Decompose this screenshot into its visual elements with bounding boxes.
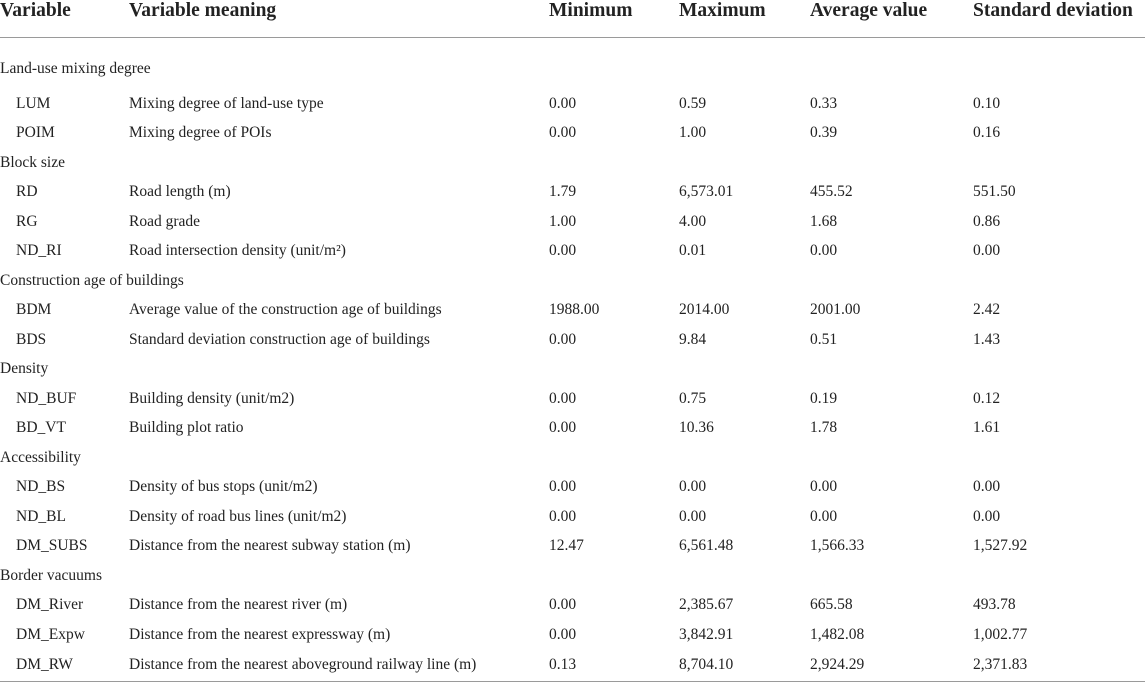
average-cell: 2001.00 — [810, 301, 861, 319]
average-cell: 0.39 — [810, 124, 838, 142]
indent-cell — [0, 620, 16, 650]
maximum-cell: 0.00 — [679, 507, 707, 525]
header-meaning: Variable meaning — [129, 0, 549, 38]
group-label: Land-use mixing degree — [0, 60, 151, 77]
indent-cell — [0, 119, 16, 149]
table-row — [0, 473, 1145, 503]
minimum-cell: 1.00 — [549, 212, 577, 230]
meaning-cell: Distance from the nearest river (m) — [129, 596, 348, 614]
std-dev-cell: 0.00 — [973, 507, 1001, 525]
std-dev-cell: 0.12 — [973, 389, 1001, 407]
maximum-cell: 10.36 — [679, 419, 714, 437]
std-dev-cell: 0.00 — [973, 242, 1001, 260]
indent-cell — [0, 384, 16, 414]
average-cell: 0.00 — [810, 507, 838, 525]
meaning-cell: Average value of the construction age of buildings — [129, 301, 442, 319]
group-label: Border vacuums — [0, 566, 103, 584]
minimum-cell: 0.13 — [549, 650, 679, 682]
minimum-cell: 0.00 — [549, 507, 577, 525]
std-dev-cell: 2,371.83 — [973, 650, 1145, 682]
table-row — [0, 532, 1145, 562]
average-cell: 0.00 — [810, 242, 838, 260]
minimum-cell: 0.00 — [549, 419, 577, 437]
indent-cell — [0, 296, 16, 326]
header-minimum: Minimum — [549, 0, 679, 38]
meaning-cell: Building density (unit/m2) — [129, 389, 295, 407]
variable-cell: ND_RI — [16, 242, 62, 260]
meaning-cell: Road grade — [129, 212, 201, 230]
group-label: Accessibility — [0, 448, 81, 466]
average-cell: 1,566.33 — [810, 537, 865, 555]
minimum-cell: 1.79 — [549, 183, 577, 201]
indent-cell — [0, 89, 16, 119]
table-row — [0, 650, 1145, 682]
maximum-cell: 6,561.48 — [679, 537, 734, 555]
minimum-cell: 0.00 — [549, 124, 577, 142]
variable-cell: DM_Expw — [16, 625, 85, 643]
variable-cell: RG — [16, 212, 38, 230]
maximum-cell: 1.00 — [679, 124, 707, 142]
std-dev-cell: 1,527.92 — [973, 537, 1028, 555]
maximum-cell: 0.00 — [679, 478, 707, 496]
table-header — [0, 0, 1145, 38]
group-label: Construction age of buildings — [0, 271, 184, 289]
header-maximum: Maximum — [679, 0, 810, 38]
maximum-cell: 6,573.01 — [679, 183, 734, 201]
maximum-cell: 2,385.67 — [679, 596, 734, 614]
variable-cell: RD — [16, 183, 38, 201]
indent-cell — [0, 532, 16, 562]
group-row — [0, 561, 1145, 591]
minimum-cell: 0.00 — [549, 478, 577, 496]
table-row — [0, 620, 1145, 650]
variable-cell: ND_BL — [16, 507, 66, 525]
header-average: Average value — [810, 0, 973, 38]
std-dev-cell: 0.00 — [973, 478, 1001, 496]
meaning-cell: Mixing degree of POIs — [129, 124, 272, 142]
meaning-cell: Building plot ratio — [129, 419, 244, 437]
table-row — [0, 89, 1145, 119]
group-row — [0, 148, 1145, 178]
minimum-cell: 0.00 — [549, 389, 577, 407]
header-variable: Variable — [0, 0, 129, 38]
table-row — [0, 296, 1145, 326]
average-cell: 665.58 — [810, 596, 853, 614]
minimum-cell: 12.47 — [549, 537, 584, 555]
std-dev-cell: 0.10 — [973, 94, 1001, 112]
minimum-cell: 0.00 — [549, 94, 577, 112]
table-row — [0, 414, 1145, 444]
table-row — [0, 178, 1145, 208]
indent-cell — [0, 650, 16, 682]
table-row — [0, 591, 1145, 621]
meaning-cell: Density of bus stops (unit/m2) — [129, 478, 318, 496]
table-row — [0, 119, 1145, 149]
meaning-cell: Distance from the nearest subway station (m) — [129, 537, 411, 555]
std-dev-cell: 493.78 — [973, 596, 1016, 614]
variable-cell: DM_SUBS — [16, 537, 88, 555]
variable-cell: BDS — [16, 330, 47, 348]
std-dev-cell: 2.42 — [973, 301, 1001, 319]
maximum-cell: 8,704.10 — [679, 650, 810, 682]
average-cell: 0.00 — [810, 478, 838, 496]
indent-cell — [0, 207, 16, 237]
average-cell: 1.78 — [810, 419, 838, 437]
std-dev-cell: 0.16 — [973, 124, 1001, 142]
std-dev-cell: 551.50 — [973, 183, 1016, 201]
meaning-cell: Road length (m) — [129, 183, 231, 201]
indent-cell — [0, 414, 16, 444]
meaning-cell: Standard deviation construction age of buildings — [129, 330, 430, 348]
indent-cell — [0, 178, 16, 208]
variable-cell: ND_BS — [16, 478, 66, 496]
table-row — [0, 237, 1145, 267]
average-cell: 0.19 — [810, 389, 838, 407]
maximum-cell: 9.84 — [679, 330, 707, 348]
table-row — [0, 384, 1145, 414]
maximum-cell: 0.59 — [679, 94, 707, 112]
variable-cell: POIM — [16, 124, 55, 142]
maximum-cell: 2014.00 — [679, 301, 730, 319]
indent-cell — [0, 237, 16, 267]
meaning-cell: Distance from the nearest expressway (m) — [129, 625, 391, 643]
std-dev-cell: 0.86 — [973, 212, 1001, 230]
table-row — [0, 502, 1145, 532]
minimum-cell: 0.00 — [549, 596, 577, 614]
average-cell: 2,924.29 — [810, 650, 973, 682]
group-label: Density — [0, 360, 49, 378]
meaning-cell: Density of road bus lines (unit/m2) — [129, 507, 347, 525]
minimum-cell: 0.00 — [549, 625, 577, 643]
minimum-cell: 0.00 — [549, 242, 577, 260]
average-cell: 0.33 — [810, 94, 838, 112]
maximum-cell: 4.00 — [679, 212, 707, 230]
indent-cell — [0, 473, 16, 503]
meaning-cell: Mixing degree of land-use type — [129, 94, 324, 112]
header-std-dev: Standard deviation — [973, 0, 1145, 38]
meaning-cell: Road intersection density (unit/m²) — [129, 242, 346, 260]
variable-cell: DM_River — [16, 596, 84, 614]
indent-cell — [0, 591, 16, 621]
group-row — [0, 443, 1145, 473]
maximum-cell: 0.01 — [679, 242, 707, 260]
minimum-cell: 1988.00 — [549, 301, 600, 319]
variable-cell: BDM — [16, 301, 52, 319]
group-label: Block size — [0, 153, 65, 171]
table-body — [0, 38, 1145, 682]
header-row — [0, 0, 1145, 38]
variable-cell: ND_BUF — [16, 389, 77, 407]
variable-cell: DM_RW — [16, 650, 129, 682]
maximum-cell: 0.75 — [679, 389, 707, 407]
maximum-cell: 3,842.91 — [679, 625, 734, 643]
std-dev-cell: 1.43 — [973, 330, 1001, 348]
average-cell: 1,482.08 — [810, 625, 865, 643]
group-row — [0, 355, 1145, 385]
indent-cell — [0, 325, 16, 355]
meaning-cell: Distance from the nearest aboveground railway line (m) — [129, 650, 549, 682]
variable-cell: LUM — [16, 94, 51, 112]
group-row — [0, 38, 1145, 90]
table-row — [0, 207, 1145, 237]
variable-cell: BD_VT — [16, 419, 66, 437]
table-row — [0, 325, 1145, 355]
average-cell: 1.68 — [810, 212, 838, 230]
indent-cell — [0, 502, 16, 532]
std-dev-cell: 1,002.77 — [973, 625, 1028, 643]
minimum-cell: 0.00 — [549, 330, 577, 348]
std-dev-cell: 1.61 — [973, 419, 1001, 437]
average-cell: 0.51 — [810, 330, 838, 348]
group-row — [0, 266, 1145, 296]
average-cell: 455.52 — [810, 183, 853, 201]
